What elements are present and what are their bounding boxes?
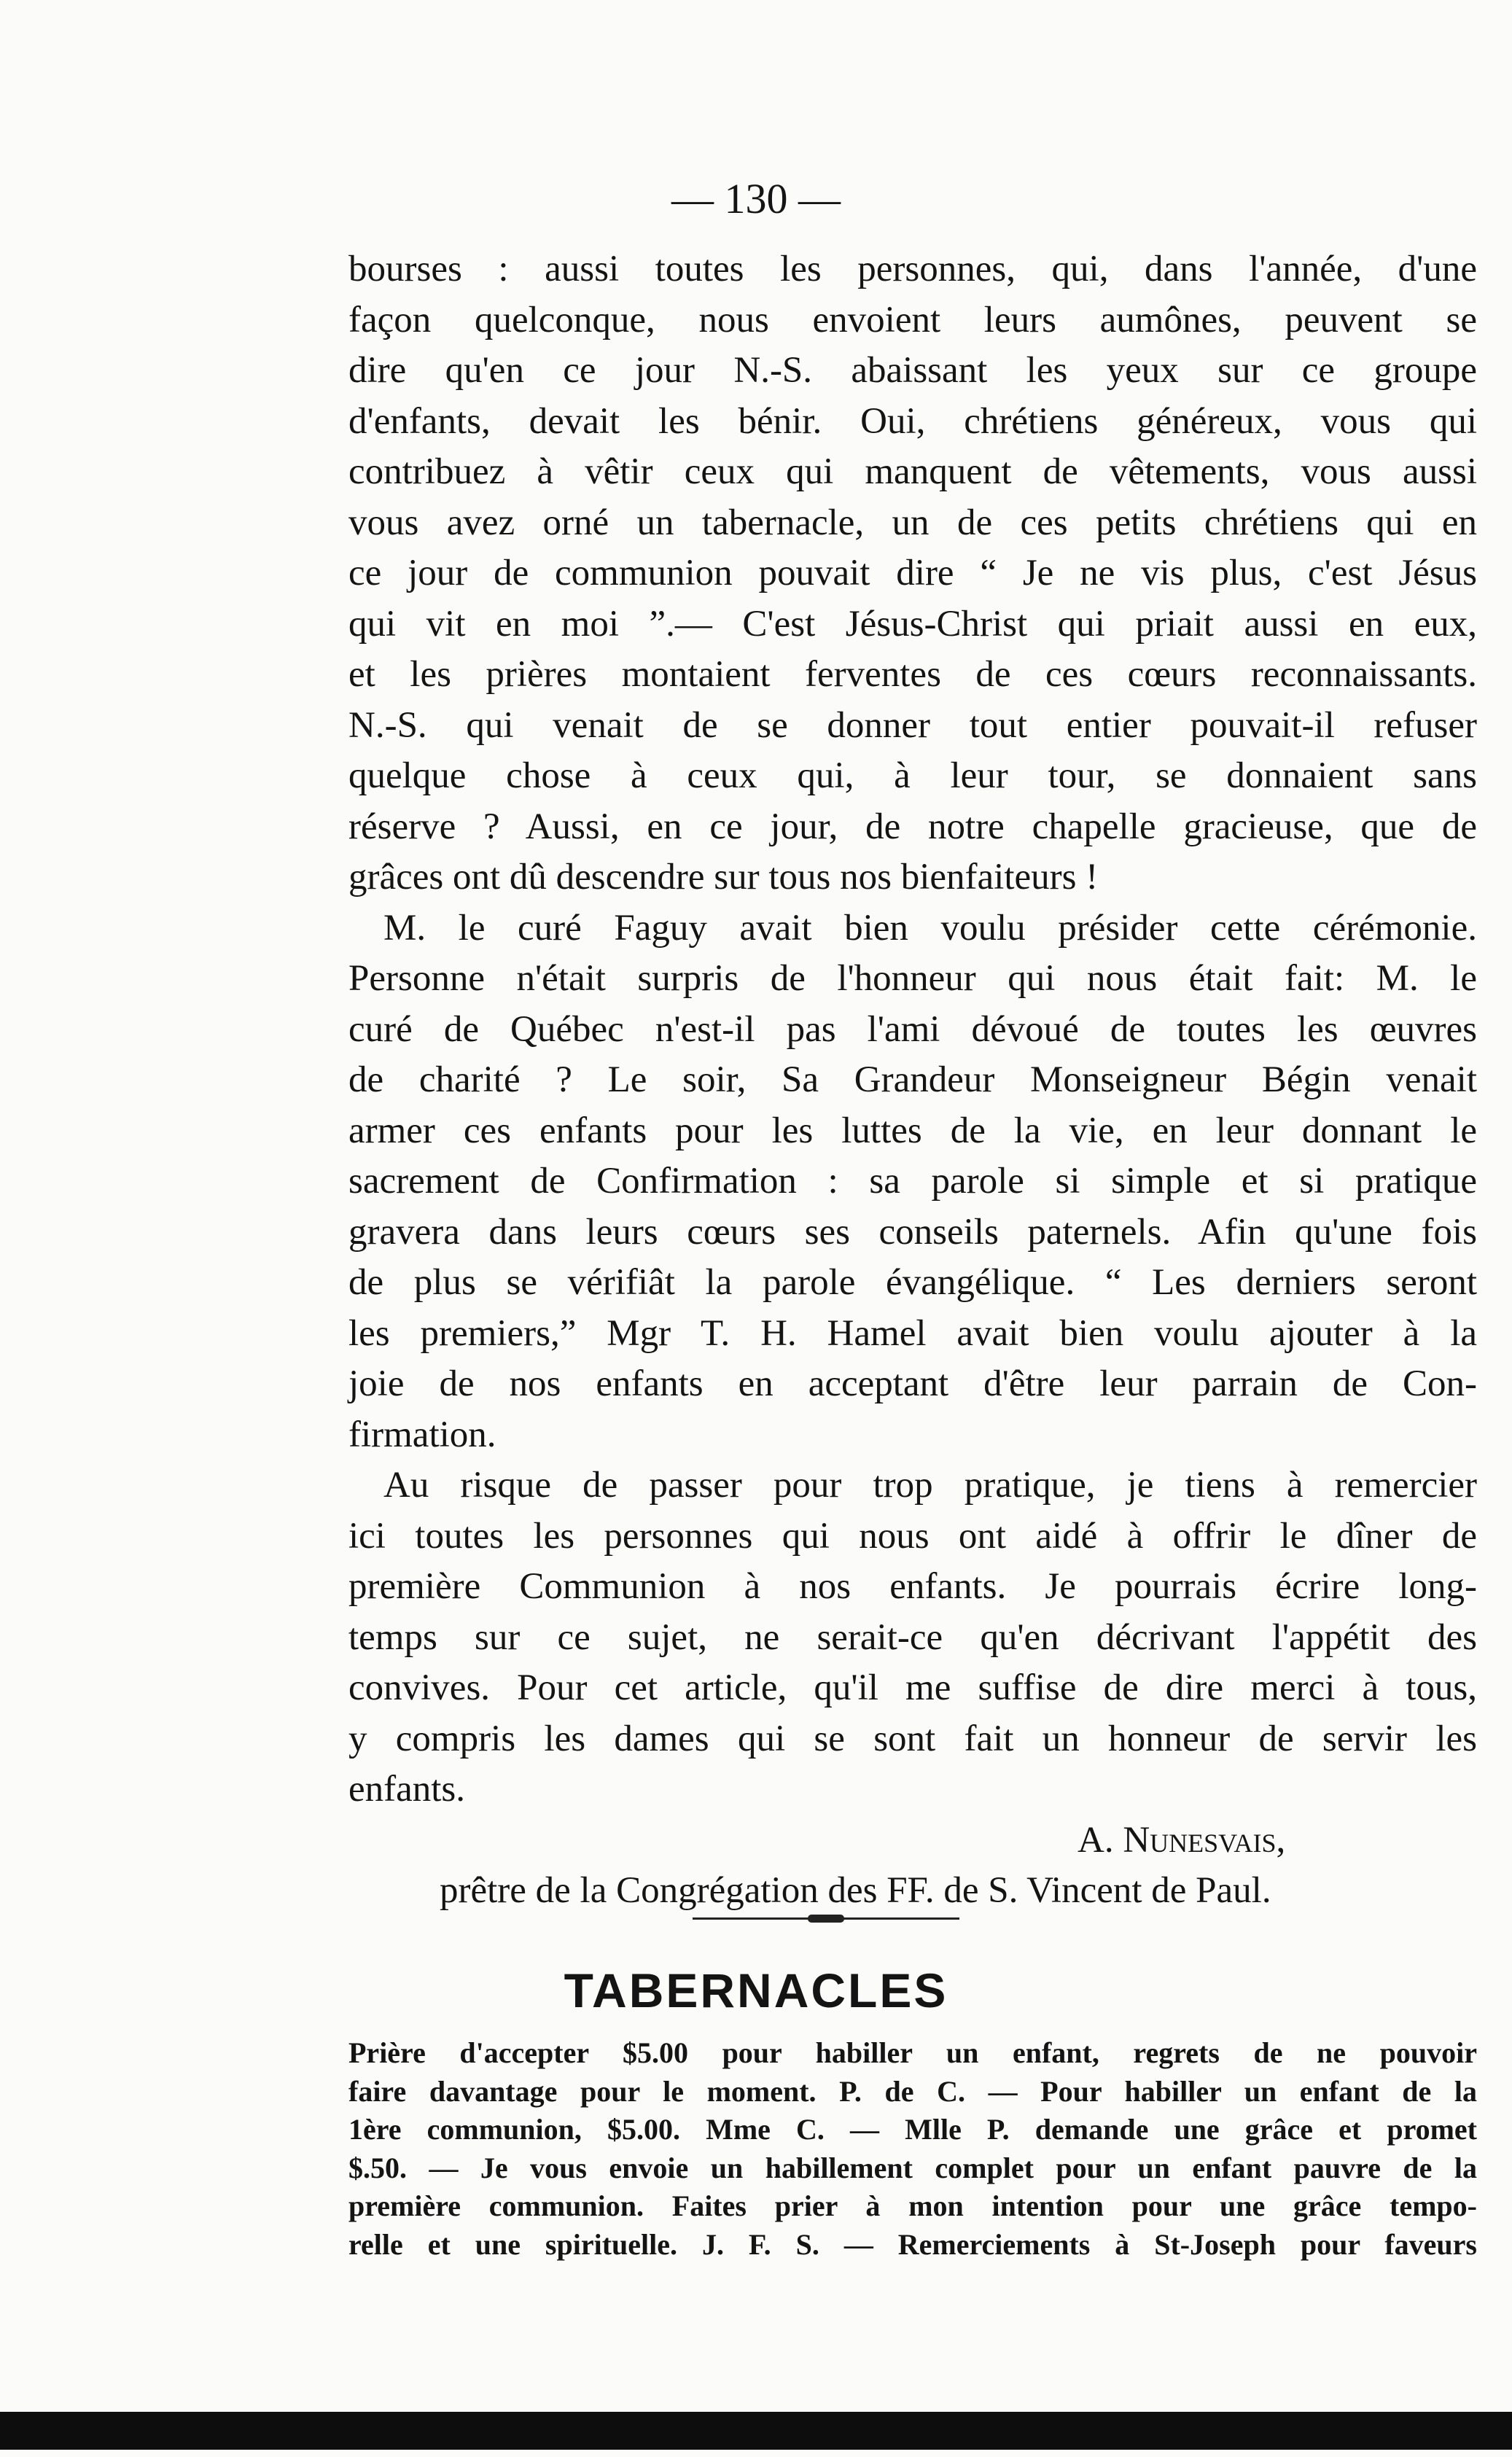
signature-name: A. Nunesvais, bbox=[1078, 1819, 1286, 1861]
text-line: de charité ? Le soir, Sa Grandeur Monseigneur Bégin venait bbox=[348, 1059, 1477, 1100]
text-line: d'enfants, devait les bénir. Oui, chrétiens généreux, vous qui bbox=[348, 400, 1477, 442]
text-line: vous avez orné un tabernacle, un de ces petits chrétiens qui en bbox=[348, 502, 1477, 543]
paragraph-2 bbox=[348, 903, 1477, 1461]
text-line: ici toutes les personnes qui nous ont aidé à offrir le dîner de bbox=[348, 1515, 1477, 1557]
text-line: y compris les dames qui se sont fait un honneur de servir les bbox=[348, 1718, 1477, 1759]
text-line: temps sur ce sujet, ne serait-ce qu'en décrivant l'appétit des bbox=[348, 1616, 1477, 1658]
text-line: M. le curé Faguy avait bien voulu présider cette cérémonie. bbox=[383, 907, 1477, 949]
scan-edge-bar bbox=[0, 2412, 1512, 2450]
donation-line: Prière d'accepter $5.00 pour habiller un enfant, regrets de ne pouvoir bbox=[348, 2036, 1477, 2069]
paragraph-1 bbox=[348, 244, 1477, 903]
text-line: quelque chose à ceux qui, à leur tour, se donnaient sans bbox=[348, 755, 1477, 796]
text-line: convives. Pour cet article, qu'il me suffise de dire merci à tous, bbox=[348, 1667, 1477, 1708]
text-line: enfants. bbox=[348, 1769, 466, 1810]
signature-role: prêtre de la Congrégation des FF. de S. Vincent de Paul. bbox=[440, 1870, 1271, 1911]
article-body bbox=[348, 244, 1477, 1917]
donation-line: relle et une spirituelle. J. F. S. — Remerciements à St-Joseph pour faveurs bbox=[348, 2227, 1477, 2261]
text-line: Au risque de passer pour trop pratique, je tiens à remercier bbox=[383, 1465, 1477, 1506]
section-divider bbox=[693, 1917, 959, 1920]
text-line: gravera dans leurs cœurs ses conseils paternels. Afin qu'une fois bbox=[348, 1211, 1477, 1253]
donations-list bbox=[348, 2034, 1477, 2264]
text-line: joie de nos enfants en acceptant d'être leur parrain de Con- bbox=[348, 1363, 1477, 1404]
text-line: dire qu'en ce jour N.-S. abaissant les yeux sur ce groupe bbox=[348, 350, 1477, 391]
text-line: Personne n'était surpris de l'honneur qui nous était fait: M. le bbox=[348, 958, 1477, 999]
text-line: qui vit en moi ”.— C'est Jésus-Christ qui priait aussi en eux, bbox=[348, 603, 1477, 645]
page-number: — 130 — bbox=[671, 175, 841, 222]
text-line: réserve ? Aussi, en ce jour, de notre chapelle gracieuse, que de bbox=[348, 806, 1477, 847]
section-title: TABERNACLES bbox=[564, 1963, 948, 2017]
paragraph-3 bbox=[348, 1460, 1477, 1815]
text-line: bourses : aussi toutes les personnes, qui, dans l'année, d'une bbox=[348, 249, 1477, 289]
text-line: ce jour de communion pouvait dire “ Je ne vis plus, c'est Jésus bbox=[348, 553, 1477, 593]
text-line: sacrement de Confirmation : sa parole si simple et si pratique bbox=[348, 1161, 1477, 1202]
text-line: contribuez à vêtir ceux qui manquent de vêtements, vous aussi bbox=[348, 451, 1477, 492]
text-line: façon quelconque, nous envoient leurs aumônes, peuvent se bbox=[348, 299, 1477, 340]
text-line: les premiers,” Mgr T. H. Hamel avait bien voulu ajouter à la bbox=[348, 1312, 1477, 1354]
text-line: curé de Québec n'est-il pas l'ami dévoué de toutes les œuvres bbox=[348, 1008, 1477, 1050]
donation-line: première communion. Faites prier à mon intention pour une grâce tempo- bbox=[348, 2189, 1477, 2222]
text-line: N.-S. qui venait de se donner tout entier pouvait-il refuser bbox=[348, 704, 1477, 746]
signature bbox=[348, 1815, 1477, 1917]
text-line: et les prières montaient ferventes de ces cœurs reconnaissants. bbox=[348, 654, 1477, 695]
text-line: firmation. bbox=[348, 1414, 496, 1455]
text-line: armer ces enfants pour les luttes de la vie, en leur donnant le bbox=[348, 1110, 1477, 1151]
donation-line: faire davantage pour le moment. P. de C. — Pour habiller un enfant de la bbox=[348, 2074, 1477, 2108]
text-line: de plus se vérifiât la parole évangélique. “ Les derniers seront bbox=[348, 1262, 1477, 1303]
text-line: grâces ont dû descendre sur tous nos bienfaiteurs ! bbox=[348, 857, 1099, 897]
donation-line: 1ère communion, $5.00. Mme C. — Mlle P. demande une grâce et promet bbox=[348, 2113, 1477, 2146]
text-line: première Communion à nos enfants. Je pourrais écrire long- bbox=[348, 1566, 1477, 1607]
donation-line: $.50. — Je vous envoie un habillement complet pour un enfant pauvre de la bbox=[348, 2151, 1477, 2184]
